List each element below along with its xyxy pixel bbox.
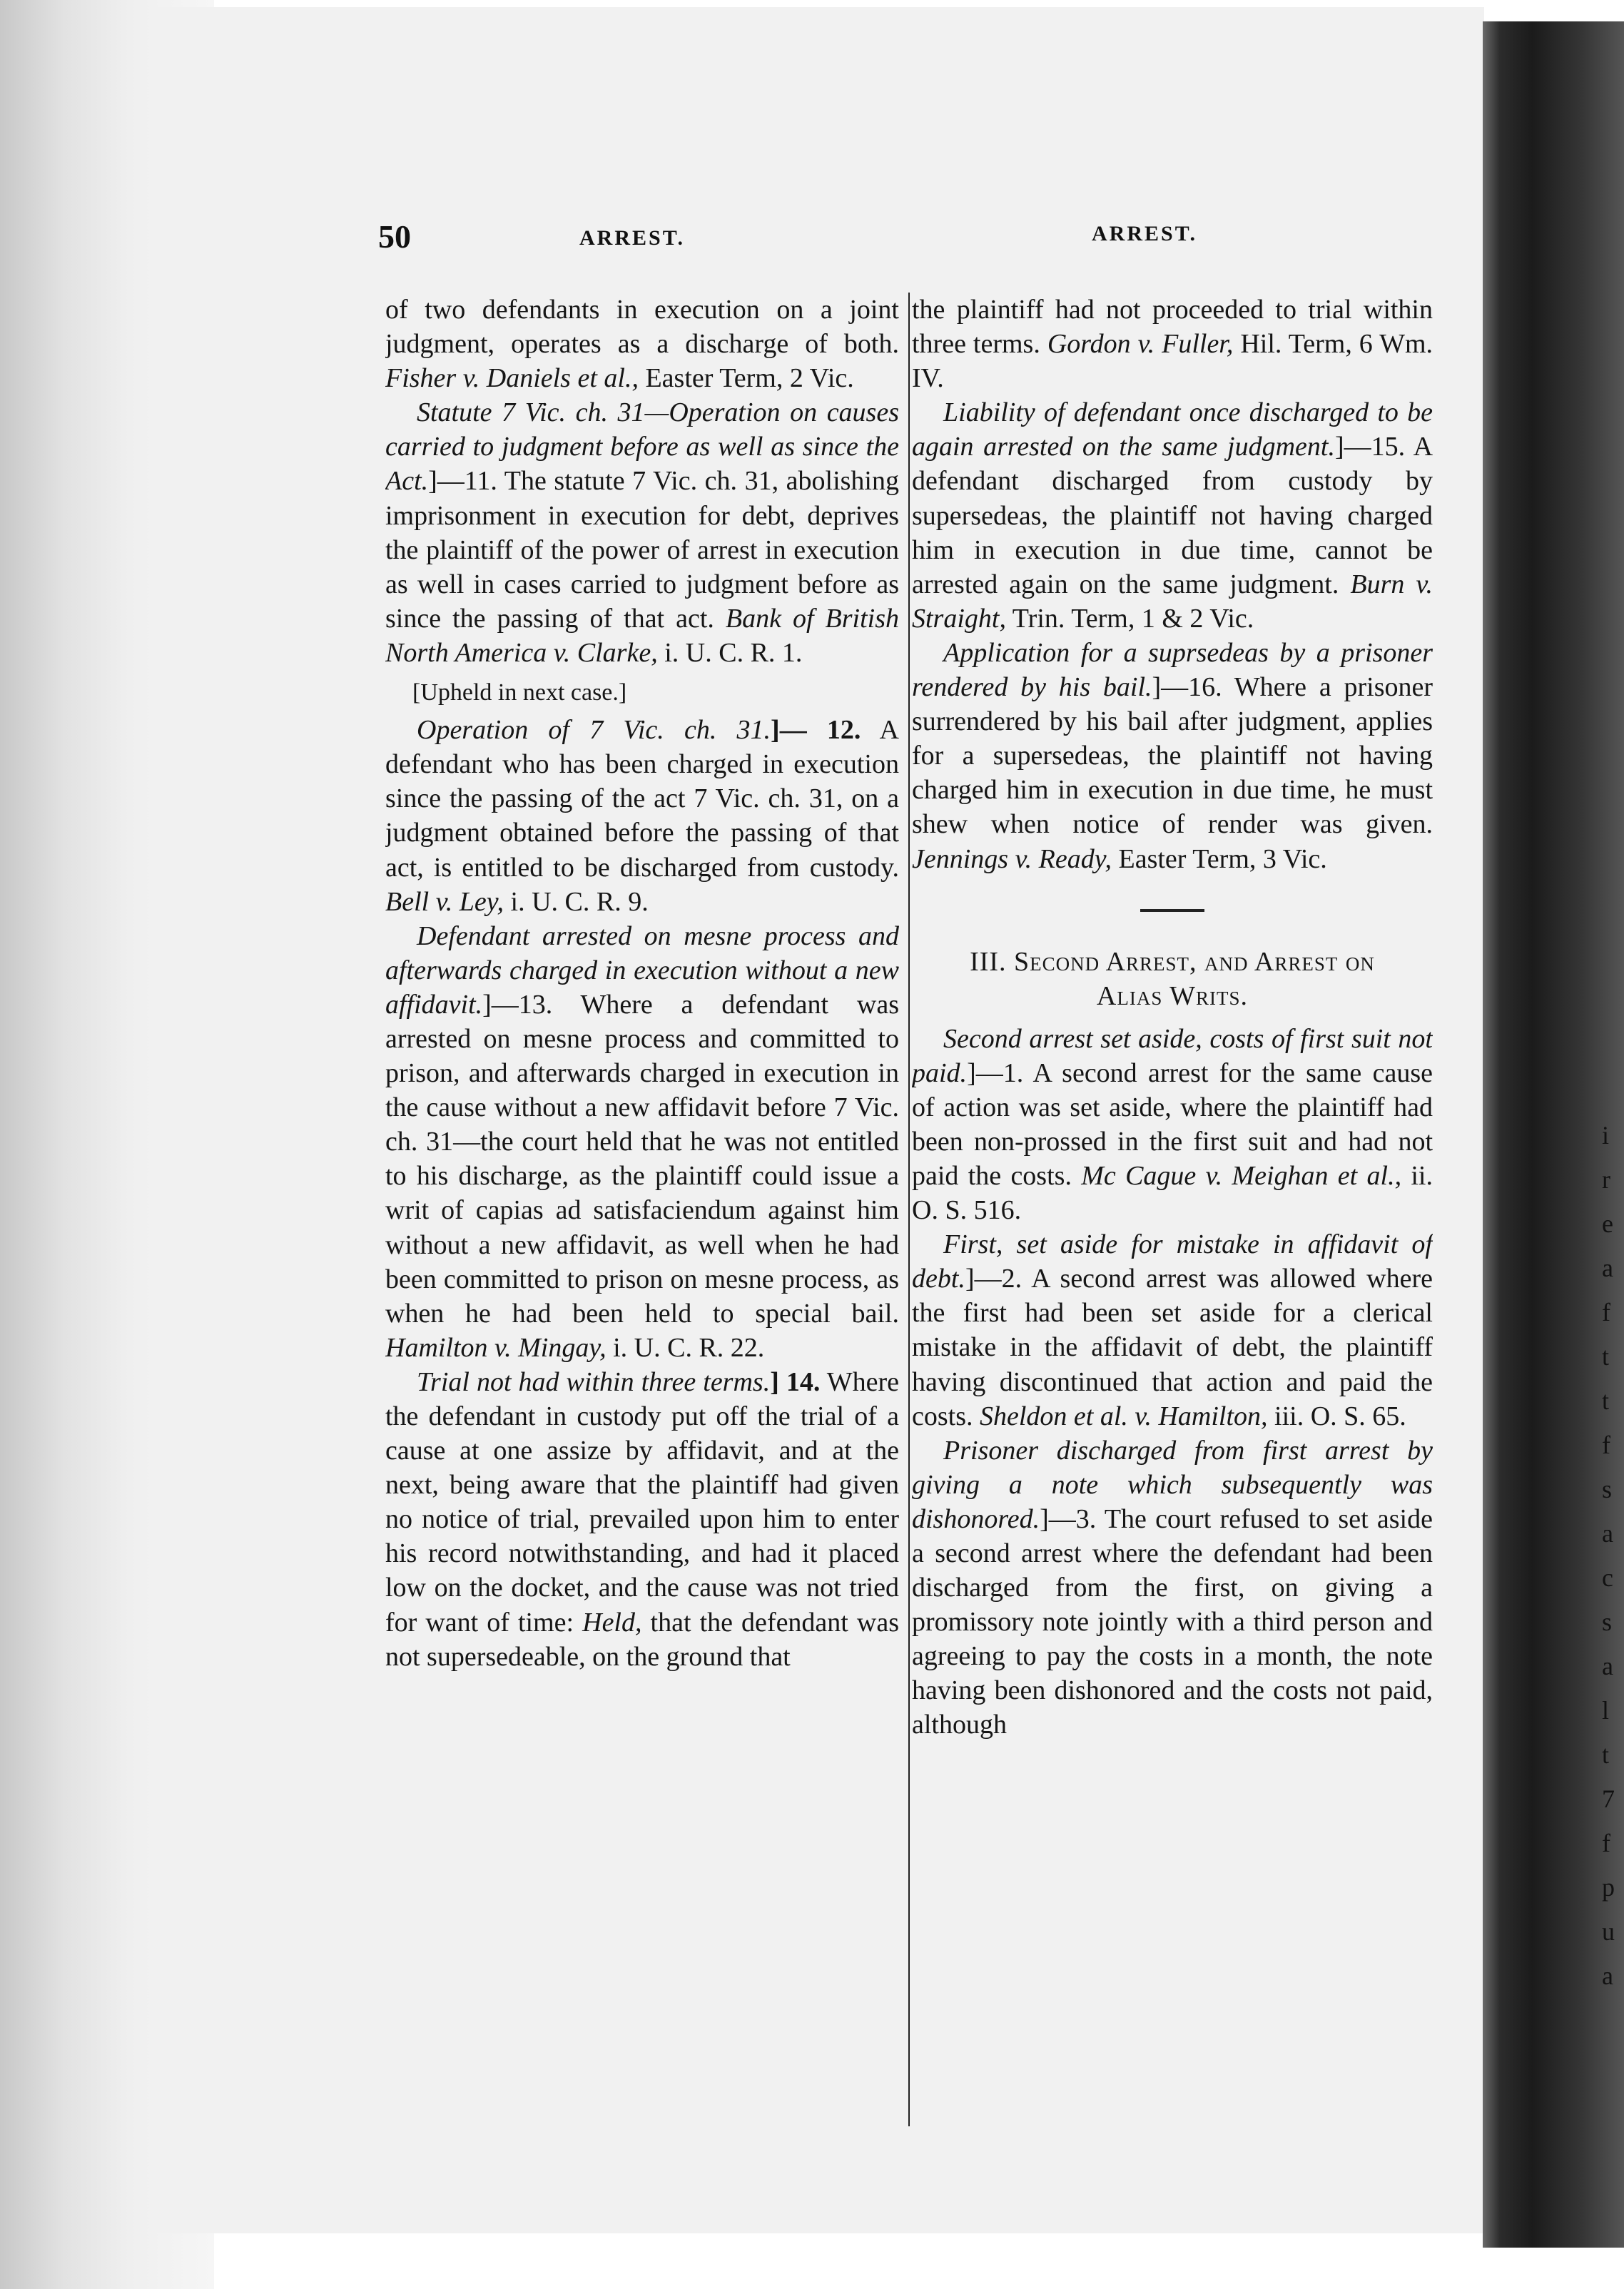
- paragraph-12: Operation of 7 Vic. ch. 31.]— 12. A defendant who has been charged in execution since the passing of the act 7 Vic. ch. 31, on a judgment obtained before the passing of that act, is entitled to be discharged from custody. Bell v. Ley, i. U. C. R. 9.: [385, 715, 899, 917]
- headnote: Liability of defendant once discharged to be again arrested on the same judgment.: [912, 397, 1433, 462]
- paragraph-14: Trial not had within three terms.] 14. Where the defendant in custody put off the trial of a cause at one assize by affidavit, and at the next, being aware that the plaintiff had given no notice of trial, prevailed upon him to enter his record notwithstanding, and had it placed low on the docket, and the cause was not tried for want of time: Held, that the defendant was not supersedeable, on the ground that: [385, 1366, 899, 1672]
- facing-page-letter: r: [1602, 1165, 1610, 1194]
- paragraph-number: ]—11.: [428, 466, 497, 497]
- facing-page-letter: e: [1602, 1209, 1613, 1238]
- section-separator: [1140, 909, 1204, 912]
- case-citation: i. U. C. R. 22.: [613, 1332, 765, 1363]
- facing-page-letter: l: [1602, 1696, 1610, 1725]
- right-column: [912, 293, 1433, 2048]
- facing-page-letter: p: [1602, 1873, 1615, 1902]
- running-head-right: ARREST.: [1092, 222, 1197, 245]
- headnote: Trial not had within three terms.: [417, 1366, 771, 1397]
- facing-page-letter: i: [1602, 1121, 1610, 1149]
- facing-page-letter: t: [1602, 1342, 1610, 1371]
- facing-page-letter: c: [1602, 1563, 1613, 1592]
- editorial-note: [Upheld in next case.]: [412, 679, 627, 706]
- facing-page-letters: [1602, 1113, 1623, 2162]
- page-number: 50: [378, 218, 411, 255]
- headnote: Defendant arrested on mesne process and afterwards charged in execution without a new affidavit.: [385, 920, 899, 1020]
- paragraph-number: ]—15.: [1334, 432, 1406, 462]
- page-header: [378, 218, 1434, 260]
- paragraph-number: ]—16.: [1152, 672, 1222, 703]
- headnote: Application for a suprsedeas by a prisoner rendered by his bail.: [912, 637, 1433, 703]
- column-divider: [908, 293, 910, 2126]
- section-heading: III. Second Arrest, and Arrest on Alias Writs.: [970, 946, 1375, 1011]
- facing-page-letter: t: [1602, 1740, 1610, 1769]
- paragraph-number: ]— 12.: [771, 715, 861, 746]
- running-head-left: ARREST.: [579, 226, 685, 250]
- case-name: Bell v. Ley,: [385, 886, 504, 917]
- facing-page-letter: f: [1602, 1298, 1610, 1326]
- held-label: Held,: [582, 1607, 642, 1638]
- left-column: [385, 293, 899, 2048]
- case-citation: Easter Term, 3 Vic.: [1118, 843, 1327, 874]
- case-name: Gordon v. Fuller,: [1047, 329, 1234, 360]
- case-citation: ii. O. S. 516.: [912, 1160, 1433, 1226]
- paragraph-number: ] 14.: [770, 1366, 821, 1397]
- paragraph-11: Statute 7 Vic. ch. 31—Operation on causes carried to judgment before as well as since the Act.]—11. The statute 7 Vic. ch. 31, abolishing imprisonment in execution for debt, deprives the plaintiff of the power of arrest in execution as well in cases carried to judgment before as since the passing of that act. Bank of British North America v. Clarke, i. U. C. R. 1.: [385, 397, 899, 668]
- section-paragraph-1: Second arrest set aside, costs of first suit not paid.]—1. A second arrest for the same cause of action was set aside, where the plaintiff had been non-prossed in the first suit and had not paid the costs. Mc Cague v. Meighan et al., ii. O. S. 516.: [912, 1023, 1433, 1226]
- case-citation: Hil. Term, 6 Wm. IV.: [912, 329, 1433, 394]
- facing-page-letter: a: [1602, 1254, 1613, 1282]
- paragraph-10-continued: of two defendants in execution on a joint judgment, operates as a discharge of both. Fisher v. Daniels et al., Easter Term, 2 Vic.: [385, 295, 899, 394]
- paragraph-14-continued: the plaintiff had not proceeded to trial within three terms. Gordon v. Fuller, Hil. Term, 6 Wm. IV.: [912, 295, 1433, 394]
- section-paragraph-3: Prisoner discharged from first arrest by giving a note which subsequently was dishonored.]—3. The court refused to set aside a second arrest where the defendant had been discharged from the first, on giving a promissory note jointly with a third person and agreeing to pay the costs in a month, the note having been dishonored and the costs not paid, although: [912, 1435, 1433, 1740]
- headnote: Statute 7 Vic. ch. 31—Operation on causes carried to judgment before as well as since the Act.: [385, 397, 899, 497]
- paragraph-16: Application for a suprsedeas by a prisoner rendered by his bail.]—16. Where a prisoner surrendered by his bail after judgment, applies for a supersedeas, the plaintiff not having charged him in execution in due time, he must shew when notice of render was given. Jennings v. Ready, Easter Term, 3 Vic.: [912, 637, 1433, 874]
- case-citation: Easter Term, 2 Vic.: [645, 363, 854, 394]
- case-name: Mc Cague v. Meighan et al.,: [1081, 1160, 1402, 1191]
- paragraph-number: ]—13.: [482, 989, 553, 1020]
- facing-page-letter: f: [1602, 1829, 1610, 1857]
- case-citation: Trin. Term, 1 & 2 Vic.: [1012, 603, 1254, 634]
- paragraph-number: ]—1.: [967, 1057, 1024, 1088]
- paragraph-15: Liability of defendant once discharged to be again arrested on the same judgment.]—15. A defendant discharged from custody by supersedeas, the plaintiff not having charged him in execution in due time, cannot be arrested again on the same judgment. Burn v. Straight, Trin. Term, 1 & 2 Vic.: [912, 397, 1433, 634]
- case-citation: i. U. C. R. 9.: [510, 886, 649, 917]
- headnote: Prisoner discharged from first arrest by giving a note which subsequently was dishonored.: [912, 1435, 1433, 1534]
- facing-page-letter: a: [1602, 1961, 1613, 1990]
- facing-page-letter: a: [1602, 1652, 1613, 1680]
- case-name: Hamilton v. Mingay,: [385, 1332, 607, 1363]
- case-name: Fisher v. Daniels et al.,: [385, 363, 639, 394]
- headnote: First, set aside for mistake in affidavit of debt.: [912, 1229, 1433, 1294]
- facing-page-letter: s: [1602, 1608, 1613, 1636]
- paragraph-number: ]—3.: [1040, 1503, 1097, 1534]
- case-citation: i. U. C. R. 1.: [664, 637, 803, 668]
- facing-page-letter: f: [1602, 1431, 1610, 1459]
- facing-page-letter: s: [1602, 1475, 1613, 1503]
- headnote: Operation of 7 Vic. ch. 31.: [417, 715, 771, 746]
- paragraph-13: Defendant arrested on mesne process and afterwards charged in execution without a new affidavit.]—13. Where a defendant was arrested on mesne process and committed to prison, and afterwards charged in execution in the cause without a new affidavit before 7 Vic. ch. 31—the court held that he was not entitled to his discharge, as the plaintiff could issue a writ of capias ad satisfaciendum against him without a new affidavit, as well when he had been committed to prison on mesne process, as when he had been held to special bail. Hamilton v. Mingay, i. U. C. R. 22.: [385, 920, 899, 1363]
- facing-page-letter: 7: [1602, 1785, 1615, 1813]
- facing-page-letter: u: [1602, 1917, 1615, 1946]
- headnote: Second arrest set aside, costs of first suit not paid.: [912, 1023, 1433, 1088]
- facing-page-letter: t: [1602, 1386, 1610, 1415]
- paragraph-number: ]—2.: [965, 1264, 1022, 1294]
- case-name: Burn v. Straight,: [912, 569, 1433, 634]
- case-citation: iii. O. S. 65.: [1274, 1401, 1406, 1431]
- case-name: Bank of British North America v. Clarke,: [385, 603, 899, 668]
- case-name: Sheldon et al. v. Hamilton,: [980, 1401, 1268, 1431]
- case-name: Jennings v. Ready,: [912, 843, 1112, 874]
- facing-page-letter: a: [1602, 1519, 1613, 1548]
- section-paragraph-2: First, set aside for mistake in affidavit of debt.]—2. A second arrest was allowed where the first had been set aside for a clerical mistake in the affidavit of debt, the plaintiff having discontinued that action and paid the costs. Sheldon et al. v. Hamilton, iii. O. S. 65.: [912, 1229, 1433, 1431]
